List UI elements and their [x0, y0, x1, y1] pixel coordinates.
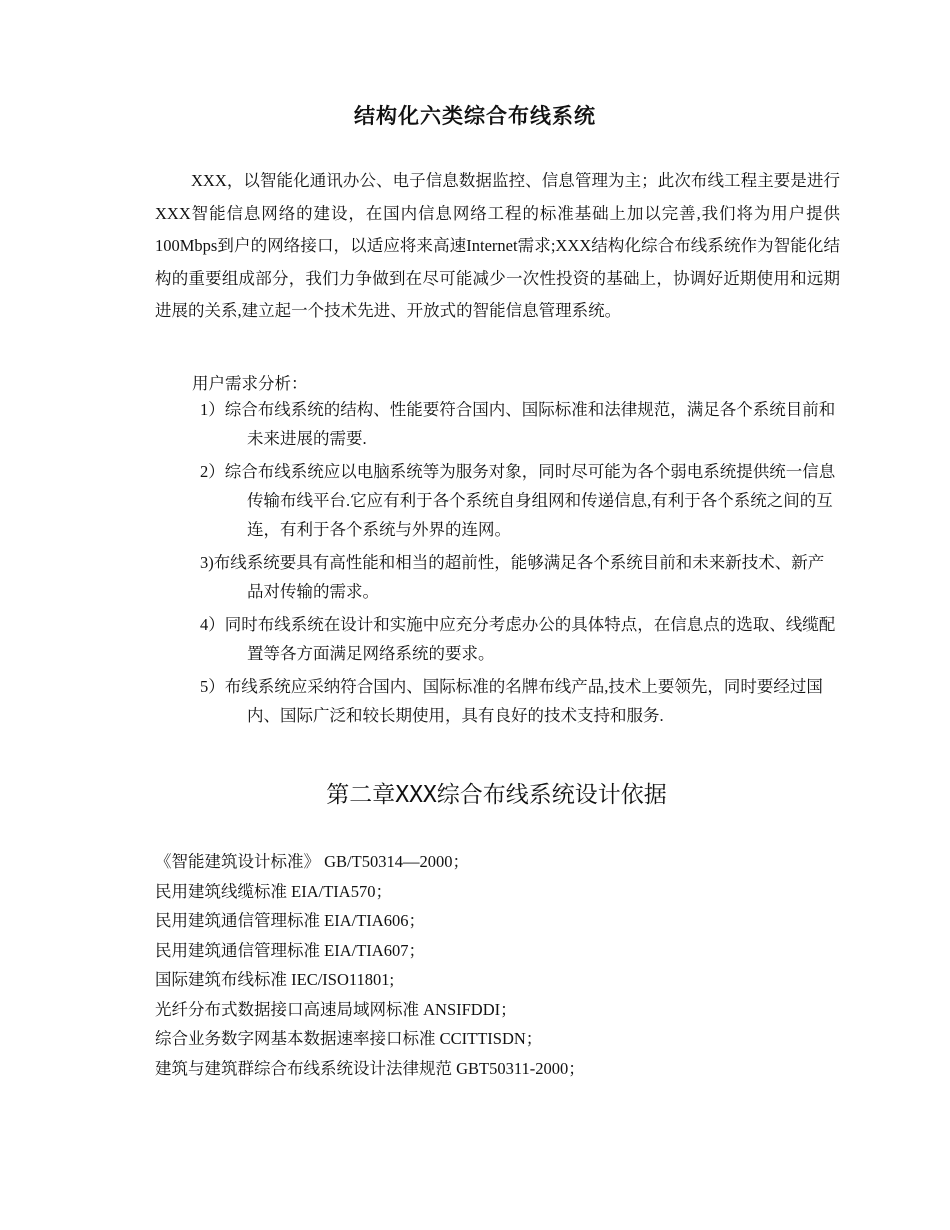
standard-item: 民用建筑通信管理标准 EIA/TIA607； [155, 940, 425, 960]
document-title: 结构化六类综合布线系统 [354, 104, 596, 128]
requirement-item: 5）布线系统应采纳符合国内、国际标准的名牌布线产品,技术上要领先，同时要经过国内、国际广泛和较长期使用，具有良好的技术支持和服务. [200, 677, 823, 725]
requirement-item: 1）综合布线系统的结构、性能要符合国内、国际标准和法律规范，满足各个系统目前和未来进展的需要. [200, 400, 836, 448]
needs-analysis-label: 用户需求分析： [192, 374, 308, 393]
intro-paragraph: XXX，以智能化通讯办公、电子信息数据监控、信息管理为主；此次布线工程主要是进行XXX智能信息网络的建设，在国内信息网络工程的标准基础上加以完善,我们将为用户提供100Mbps到户的网络接口，以适应将来高速Internet需求;XXX结构化综合布线系统作为智能化结构的重要组成部分，我们力争做到在尽可能减少一次性投资的基础上，协调好近期使用和远期进展的关系,建立起一个技术先进、开放式的智能信息管理系统。 [155, 171, 840, 320]
requirements-list [200, 395, 840, 734]
standard-item: 综合业务数字网基本数据速率接口标准 CCITTISDN； [155, 1029, 543, 1048]
standard-item: 光纤分布式数据接口高速局域网标准 ANSIFDDI； [155, 999, 517, 1019]
chapter-heading: 第二章XXX综合布线系统设计依据 [326, 782, 667, 808]
requirement-item: 3)布线系统要具有高性能和相当的超前性，能够满足各个系统目前和未来新技术、新产品对传输的需求。 [200, 553, 825, 601]
standard-item: 民用建筑线缆标准 EIA/TIA570； [155, 881, 392, 901]
standard-item: 民用建筑通信管理标准 EIA/TIA606； [155, 911, 425, 930]
requirement-item: 2）综合布线系统应以电脑系统等为服务对象，同时尽可能为各个弱电系统提供统一信息传输布线平台.它应有利于各个系统自身组网和传递信息,有利于各个系统之间的互连，有利于各个系统与外界的连网。 [200, 462, 836, 539]
standard-item: 国际建筑布线标准 IEC/ISO11801; [155, 970, 395, 989]
standard-item: 建筑与建筑群综合布线系统设计法律规范 GBT50311-2000； [155, 1058, 585, 1078]
requirement-item: 4）同时布线系统在设计和实施中应充分考虑办公的具体特点，在信息点的选取、线缆配置等各方面满足网络系统的要求。 [200, 615, 836, 663]
standard-item: 《智能建筑设计标准》 GB/T50314—2000； [155, 852, 469, 871]
standards-list [155, 847, 845, 1083]
